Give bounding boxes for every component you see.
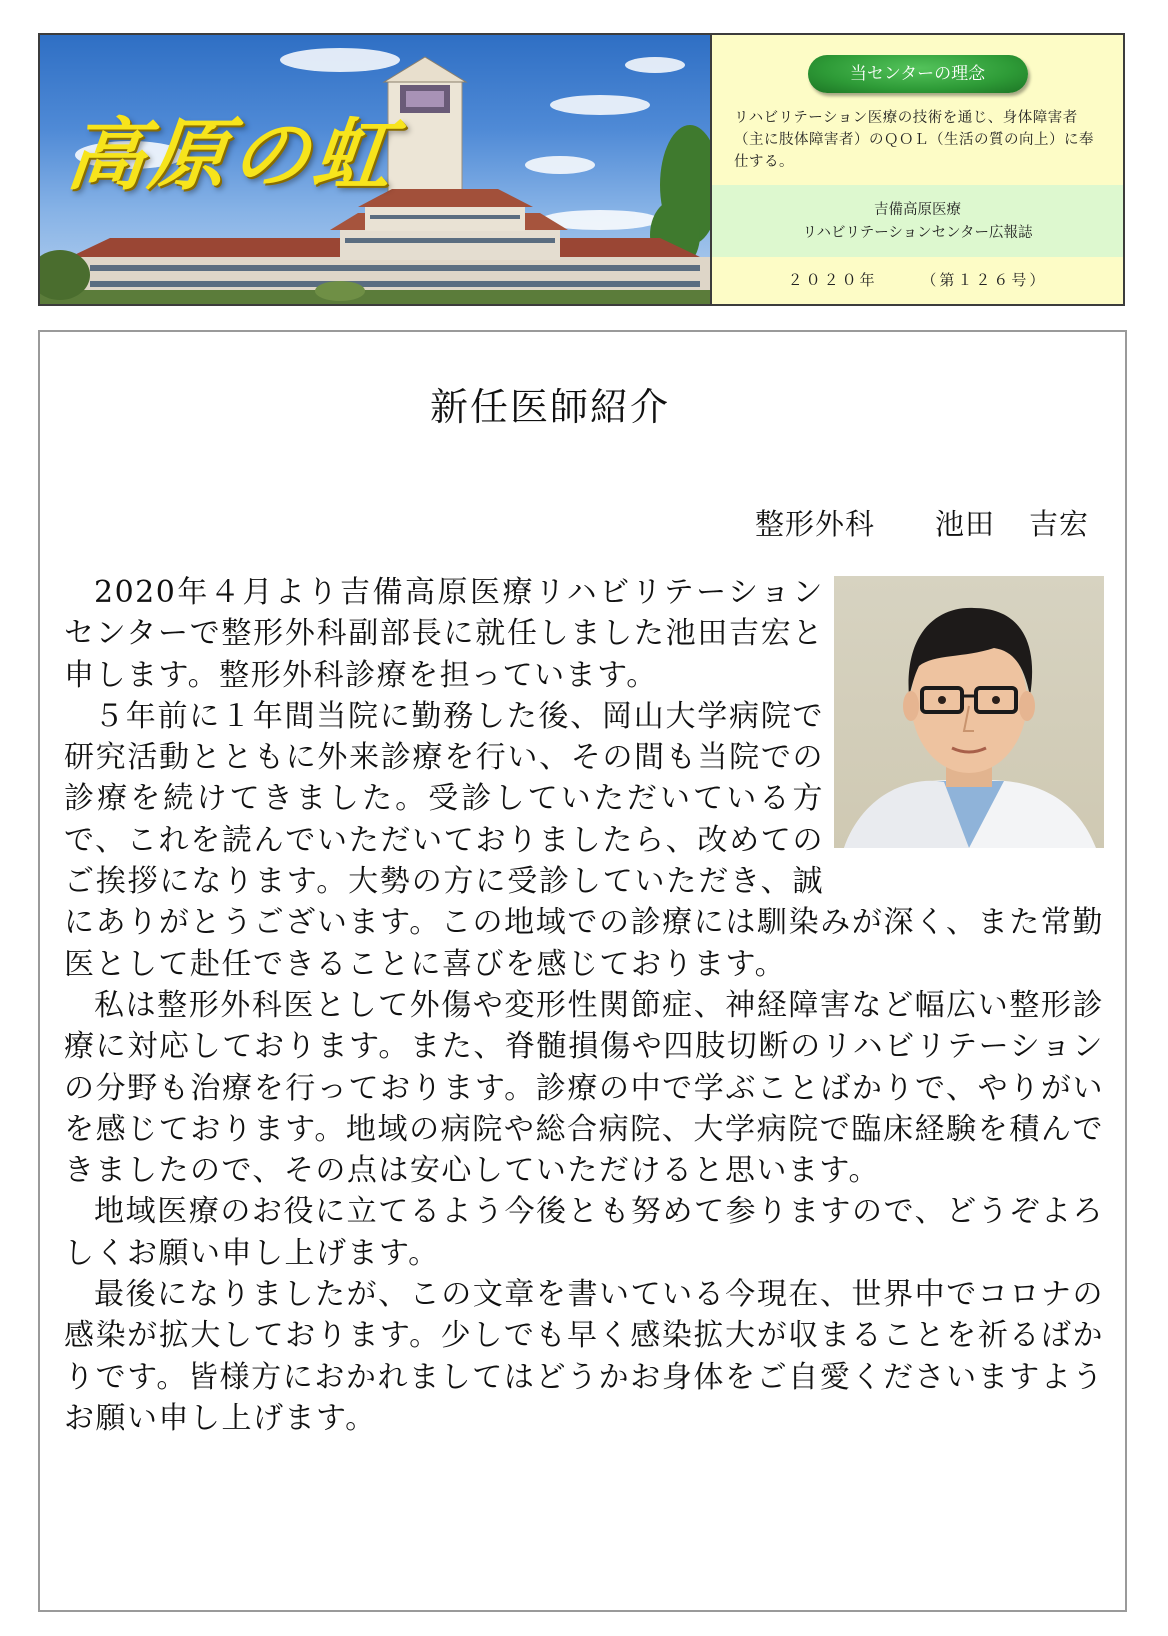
byline <box>755 502 1089 543</box>
author-department: 整形外科 <box>754 507 875 541</box>
article-body <box>64 572 1104 1439</box>
author-family-name: 池田 <box>934 507 995 541</box>
philosophy-badge: 当センターの理念 <box>808 55 1028 93</box>
paragraph: ５年前に１年間当院に勤務した後、岡山大学病院で研究活動とともに外来診療を行い、その間も当院での診療を続けてきました。受診していただいている方で、これを読んでいただいておりましたら、改めてのご挨拶になります。大勢の方に受診していただき、誠にありがとうございます。この地域での診療には馴染みが深く、また常勤医として赴任できることに喜びを感じております。 <box>64 698 1104 982</box>
masthead <box>38 33 1125 306</box>
author-given-name: 吉宏 <box>1028 507 1089 541</box>
issue-year: ２０２０年 <box>787 271 878 289</box>
paragraph: 最後になりましたが、この文章を書いている今現在、世界中でコロナの感染が拡大しております。少しでも早く感染拡大が収まることを祈るばかりです。皆様方におかれましてはどうかお身体をご自愛くださいますようお願い申し上げます。 <box>64 1277 1104 1436</box>
issue-line <box>712 257 1123 304</box>
article <box>38 330 1127 1612</box>
newsletter-logo: 高原の虹 <box>62 110 401 201</box>
philosophy-panel <box>710 35 1123 304</box>
philosophy-text: リハビリテーション医療の技術を通じ、身体障害者（主に肢体障害者）のＱＯＬ（生活の質の向上）に奉仕する。 <box>734 110 1094 170</box>
organization-name: 吉備高原医療 <box>874 202 961 218</box>
publication-name: リハビリテーションセンター広報誌 <box>802 225 1033 241</box>
portrait-spacer <box>824 572 1104 870</box>
paragraph: 私は整形外科医として外傷や変形性関節症、神経障害など幅広い整形診療に対応しております。また、脊髄損傷や四肢切断のリハビリテーションの分野も治療を行っております。診療の中で学ぶことばかりで、やりがいを感じております。地域の病院や総合病院、大学病院で臨床経験を積んできましたので、その点は安心していただけると思います。 <box>64 987 1104 1189</box>
issue-number: （第１２６号） <box>921 271 1048 289</box>
article-title: 新任医師紹介 <box>429 385 670 429</box>
paragraph: 2020年４月より吉備高原医療リハビリテーションセンターで整形外科副部長に就任しました池田吉宏と申します。整形外科診療を担っています。 <box>64 575 824 693</box>
philosophy-top <box>712 35 1123 185</box>
organization-block <box>712 185 1123 257</box>
paragraph: 地域医療のお役に立てるよう今後とも努めて参りますので、どうぞよろしくお願い申し上げます。 <box>64 1194 1104 1271</box>
header-photo <box>40 35 710 304</box>
